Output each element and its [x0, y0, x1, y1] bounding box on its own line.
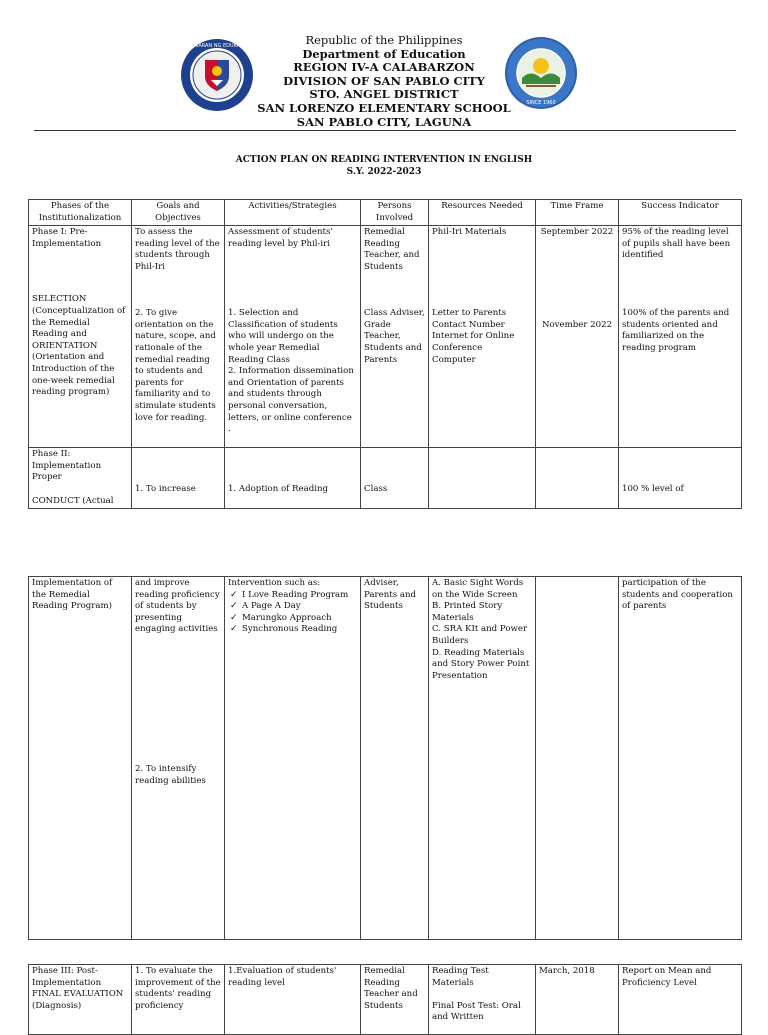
persons-cell: Remedial Reading Teacher, and Students	[364, 227, 420, 272]
action-plan-table-part-3	[28, 964, 742, 1035]
table-row	[29, 577, 742, 940]
table-cell	[536, 226, 619, 448]
indicator-cell: 100 % level of	[619, 448, 742, 509]
action-plan-table-part-2	[28, 576, 742, 940]
school-seal-logo	[504, 36, 578, 110]
time-cell: March, 2018	[536, 965, 619, 1035]
goal-cell: and improve reading proficiency of students by presenting engaging activities	[135, 578, 220, 635]
resources-cell: Reading Test Materials Final Post Test: Oral and Written	[429, 965, 536, 1035]
indicator-cell: 95% of the reading level of pupils shall have been identified	[622, 227, 731, 261]
checklist-item: ✓ Marungko Approach	[228, 613, 357, 625]
header-time-frame: Time Frame	[536, 200, 619, 226]
header-phases: Phases of the Institutionalization	[29, 200, 132, 226]
city-line: SAN PABLO CITY, LAGUNA	[296, 114, 472, 129]
persons-cell: Remedial Reading Teacher and Students	[361, 965, 429, 1035]
checklist-item: ✓ Synchronous Reading	[228, 624, 357, 636]
checklist-item: ✓ A Page A Day	[228, 601, 357, 613]
table-row	[29, 448, 742, 509]
phase-cell: SELECTION (Conceptualization of the Remedial Reading and ORIENTATION (Orientation and Introduction of the one-week remedial reading program)	[32, 294, 126, 398]
table-row	[29, 965, 742, 1035]
activity-intro: Intervention such as:	[228, 578, 321, 588]
division-line: DIVISION OF SAN PABLO CITY	[283, 73, 485, 88]
goal-cell: To assess the reading level of the students through Phil-Iri	[135, 227, 220, 272]
svg-text:KAGAWARAN NG EDUKASYON: KAGAWARAN NG EDUKASYON	[180, 43, 254, 49]
goal-cell: 1. To evaluate the improvement of the students' reading proficiency	[132, 965, 225, 1035]
republic-line: Republic of the Philippines	[305, 33, 463, 47]
action-plan-table-part-1	[28, 199, 742, 509]
table-header-row	[29, 200, 742, 226]
table-row	[29, 226, 742, 448]
header-divider	[34, 130, 736, 131]
phase-cell: Implementation of the Remedial Reading Program)	[29, 577, 132, 940]
resources-cell: Phil-Iri Materials	[432, 227, 507, 238]
svg-text:SINCE 1960: SINCE 1960	[526, 100, 556, 106]
persons-cell: Class	[361, 448, 429, 509]
school-line: SAN LORENZO ELEMENTARY SCHOOL	[257, 100, 511, 115]
table-cell	[429, 226, 536, 448]
table-cell	[132, 226, 225, 448]
table-cell	[225, 577, 361, 940]
activity-cell: 1. Selection and Classification of students who will undergo on the whole year Remedial Reading Class 2. Information dissemination and Orientation of parents and students through personal conversation, letters, or online conference .	[228, 308, 354, 435]
activity-cell: Assessment of students' reading level by Phil-iri	[228, 227, 333, 249]
header-activities: Activities/Strategies	[225, 200, 361, 226]
time-cell: September 2022	[540, 227, 614, 238]
resources-cell	[429, 448, 536, 509]
header-persons: Persons Involved	[361, 200, 429, 226]
activity-cell: 1.Evaluation of students' reading level	[225, 965, 361, 1035]
goal-cell: 1. To increase	[132, 448, 225, 509]
goal-cell: 2. To give orientation on the nature, scope, and rationale of the remedial reading to students and parents for familiarity and to stimulate students love for reading.	[135, 308, 216, 423]
indicator-cell: participation of the students and cooperation of parents	[619, 577, 742, 940]
resources-cell: A. Basic Sight Words on the Wide Screen B. Printed Story Materials C. SRA KIt and Power Builders D. Reading Materials and Story Power Point Presentation	[429, 577, 536, 940]
region-line: REGION IV-A CALABARZON	[293, 60, 475, 75]
indicator-cell: 100% of the parents and students oriented and familiarized on the reading program	[622, 308, 730, 353]
department-line: Department of Education	[302, 46, 466, 61]
indicator-cell: Report on Mean and Proficiency Level	[619, 965, 742, 1035]
phase-cell: Phase II: Implementation Proper CONDUCT (Actual	[29, 448, 132, 509]
time-cell: November 2022	[541, 320, 613, 331]
document-title: ACTION PLAN ON READING INTERVENTION IN ENGLISH	[235, 155, 533, 165]
time-cell	[536, 448, 619, 509]
activity-checklist	[228, 590, 357, 636]
header-goals: Goals and Objectives	[132, 200, 225, 226]
table-cell	[225, 226, 361, 448]
goal-cell: 2. To intensify reading abilities	[135, 764, 206, 786]
activity-cell: 1. Adoption of Reading	[225, 448, 361, 509]
persons-cell: Adviser, Parents and Students	[361, 577, 429, 940]
persons-cell: Class Adviser, Grade Teacher, Students and Parents	[364, 308, 425, 365]
header-success-indicator: Success Indicator	[619, 200, 742, 226]
table-cell	[619, 226, 742, 448]
table-cell	[361, 226, 429, 448]
table-cell	[29, 226, 132, 448]
document-title-block	[0, 154, 768, 178]
document-header	[0, 0, 768, 135]
resources-cell: Letter to Parents Contact Number Internet for Online Conference Computer	[432, 308, 515, 365]
district-line: STO. ANGEL DISTRICT	[309, 87, 459, 102]
header-resources: Resources Needed	[429, 200, 536, 226]
time-cell	[536, 577, 619, 940]
phase-cell: Phase III: Post-Implementation FINAL EVALUATION (Diagnosis)	[29, 965, 132, 1035]
phase-cell: Phase I: Pre-Implementation	[32, 227, 102, 249]
school-year: S.Y. 2022-2023	[346, 167, 422, 177]
checklist-item: ✓ I Love Reading Program	[228, 590, 357, 602]
table-cell	[132, 577, 225, 940]
